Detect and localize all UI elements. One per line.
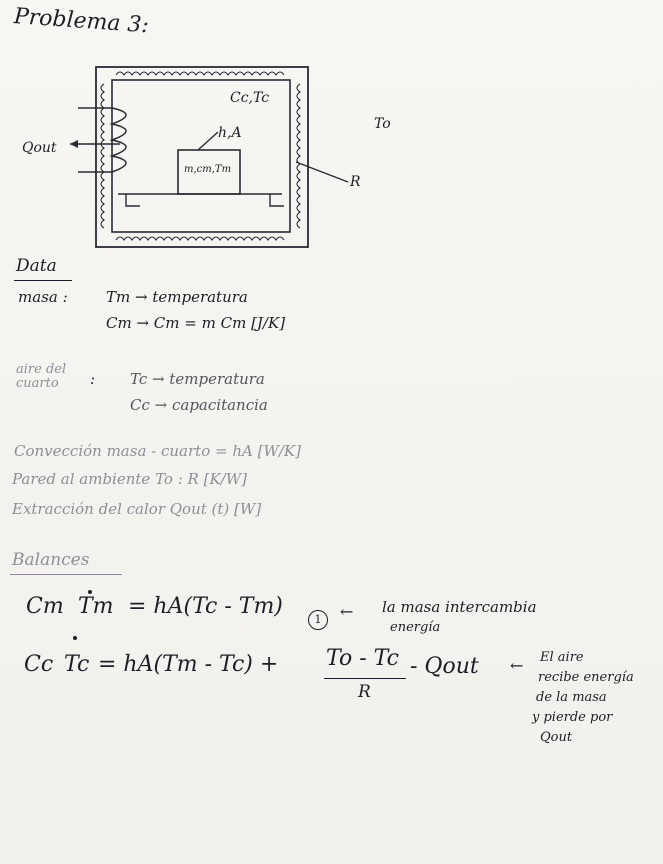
eq2-frac-num: To - Tc bbox=[326, 646, 399, 671]
mass-temp-line: Tm → temperatura bbox=[106, 288, 248, 306]
insulation-left bbox=[101, 84, 104, 228]
eq2-rhs-part1: = hA(Tm - Tc) + bbox=[98, 652, 279, 677]
eq2-note-line1: El aire bbox=[540, 650, 584, 665]
air-label-line1: aire del bbox=[16, 362, 67, 377]
wall-pointer bbox=[296, 162, 348, 182]
convection-line: Convección masa - cuarto = hA [W/K] bbox=[14, 442, 301, 460]
eq2-lhs-coef: Cc bbox=[24, 652, 54, 677]
balances-heading-underline bbox=[10, 574, 122, 575]
eq2-frac-line bbox=[324, 678, 406, 679]
qout-arrowhead bbox=[70, 140, 78, 148]
eq1-rhs: = hA(Tc - Tm) bbox=[128, 594, 283, 619]
eq2-note-arrow: ← bbox=[510, 656, 524, 675]
eq2-frac-den: R bbox=[358, 682, 371, 702]
mass-label-text: masa : bbox=[18, 288, 68, 306]
room-label: Cc,Tc bbox=[230, 90, 270, 106]
wall-line: Pared al ambiente To : R [K/W] bbox=[12, 470, 247, 488]
convection-pointer bbox=[198, 132, 218, 150]
outside-temp-label: To bbox=[374, 116, 391, 132]
air-cap-line: Cc → capacitancia bbox=[130, 396, 268, 414]
room-diagram bbox=[0, 40, 420, 265]
eq1-note-line2: energía bbox=[390, 620, 441, 635]
wall-resistance-label: R bbox=[350, 174, 361, 190]
eq1-note-line1: la masa intercambia bbox=[382, 598, 537, 616]
eq1-note-arrow: ← bbox=[340, 602, 354, 621]
eq2-derivative-dot bbox=[73, 636, 77, 640]
eq2-lhs-var: Tc bbox=[64, 652, 90, 677]
extraction-line: Extracción del calor Qout (t) [W] bbox=[12, 500, 262, 518]
floor-leg-right bbox=[270, 194, 284, 206]
eq2-note-line3: de la masa bbox=[536, 690, 607, 705]
air-label-line2: cuarto bbox=[16, 376, 59, 391]
air-temp-line: Tc → temperatura bbox=[130, 370, 265, 388]
eq2-rhs-part2: - Qout bbox=[410, 654, 479, 679]
eq1-number: 1 bbox=[308, 610, 328, 630]
floor-leg-left bbox=[126, 194, 140, 206]
eq2-note-line4: y pierde por bbox=[532, 710, 613, 725]
eq1-lhs-coef: Cm bbox=[26, 594, 64, 619]
insulation-top bbox=[116, 72, 284, 75]
eq1-lhs-var: Tm bbox=[78, 594, 114, 619]
eq2-note-line5: Qout bbox=[540, 730, 573, 745]
mass-label: m,cm,Tm bbox=[184, 164, 232, 175]
convection-label: h,A bbox=[218, 125, 242, 141]
problem-title: Problema 3: bbox=[13, 4, 150, 39]
balances-heading: Balances bbox=[12, 550, 90, 570]
data-heading: Data bbox=[16, 256, 57, 276]
eq2-note-line2: recibe energía bbox=[538, 670, 634, 685]
insulation-right bbox=[297, 84, 300, 228]
air-colon: : bbox=[90, 370, 96, 388]
data-heading-underline bbox=[14, 280, 72, 281]
mass-cap-line: Cm → Cm = m Cm [J/K] bbox=[106, 314, 286, 332]
heat-out-label: Qout bbox=[22, 140, 57, 156]
outer-wall bbox=[96, 67, 308, 247]
room-diagram-drawing bbox=[0, 40, 420, 265]
insulation-bottom bbox=[116, 237, 284, 240]
